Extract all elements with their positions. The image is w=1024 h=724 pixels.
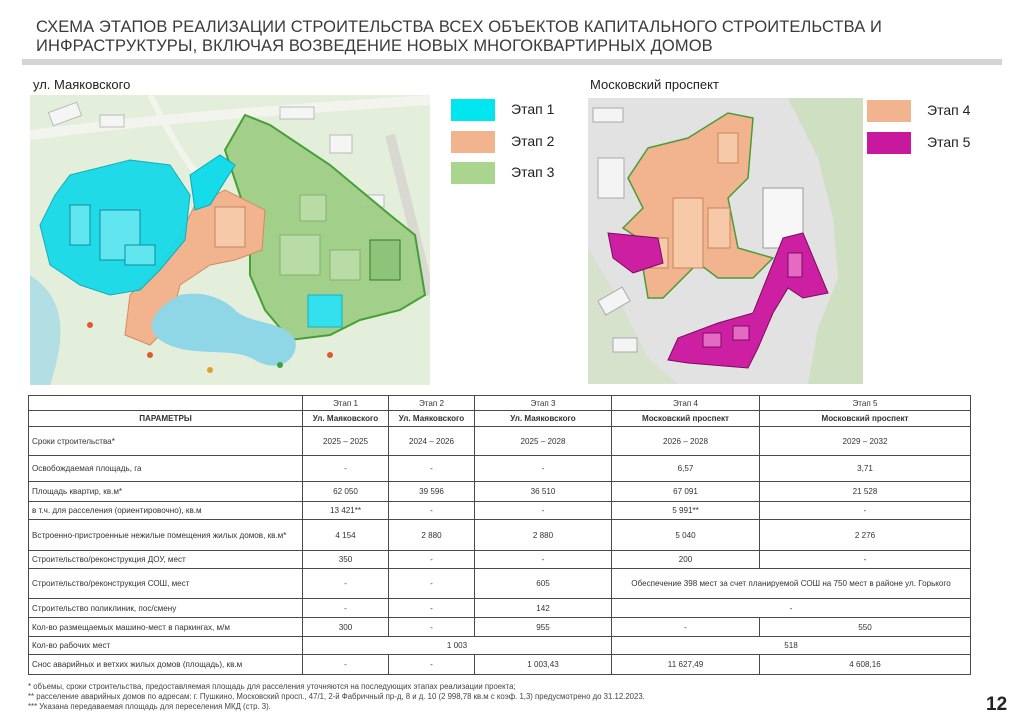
map-mayakovskogo-image [30, 95, 430, 385]
map-moskovsky [588, 98, 863, 384]
table-cell: - [612, 618, 760, 637]
title-line-2: ИНФРАСТРУКТУРЫ, ВКЛЮЧАЯ ВОЗВЕДЕНИЕ НОВЫХ МНОГОКВАРТИРНЫХ ДОМОВ [36, 37, 713, 55]
table-cell: 550 [760, 618, 971, 637]
stage-header: Этап 2 [389, 396, 475, 411]
location-header: Московский проспект [760, 411, 971, 427]
table-cell: 200 [612, 551, 760, 569]
stage-2-swatch [451, 131, 495, 153]
table-cell: - [303, 456, 389, 482]
param-name: Встроенно-пристроенные нежилые помещения жилых домов, кв.м* [29, 520, 303, 551]
table-cell: - [475, 551, 612, 569]
table-row [29, 456, 971, 482]
table-row [29, 427, 971, 456]
table-cell: 955 [475, 618, 612, 637]
footnotes [28, 682, 948, 712]
table-cell: 11 627,49 [612, 655, 760, 675]
table-cell: - [389, 618, 475, 637]
location-header: Ул. Маяковского [475, 411, 612, 427]
stage-header: Этап 4 [612, 396, 760, 411]
table-cell: - [389, 569, 475, 599]
table-cell: - [389, 599, 475, 618]
param-name: Строительство/реконструкция ДОУ, мест [29, 551, 303, 569]
table-cell: 21 528 [760, 482, 971, 502]
title-divider [22, 59, 1002, 65]
map-moskovsky-image [588, 98, 863, 384]
table-cell: 67 091 [612, 482, 760, 502]
legend-right [867, 100, 1017, 160]
stage-header: Этап 5 [760, 396, 971, 411]
table-cell: 2026 – 2028 [612, 427, 760, 456]
parameters-table [28, 395, 971, 675]
page-title [36, 18, 976, 56]
table-cell: 13 421** [303, 502, 389, 520]
table-cell: 2029 – 2032 [760, 427, 971, 456]
table-cell: 605 [475, 569, 612, 599]
footnote: ** расселение аварийных домов по адресам: г. Пушкино, Московский просп., 47/1, 2-й Фабричный пр-д, 8 и д. 10 (2 998,78 кв.м с коэф. 1,3) предусмотрено до 31.12.2023. [28, 692, 645, 701]
table-cell: 142 [475, 599, 612, 618]
table-cell: 2025 – 2028 [475, 427, 612, 456]
table-row [29, 599, 971, 618]
table-cell: 4 608,16 [760, 655, 971, 675]
table-cell-merged: 1 003 [303, 637, 612, 655]
table-cell: 3,71 [760, 456, 971, 482]
table-cell: 300 [303, 618, 389, 637]
table-cell: - [389, 502, 475, 520]
stage-4-swatch [867, 100, 911, 122]
table-cell: - [303, 599, 389, 618]
param-name: в т.ч. для расселения (ориентировочно), кв.м [29, 502, 303, 520]
legend-item-stage-5 [867, 132, 1024, 158]
table-cell: - [760, 551, 971, 569]
table-row [29, 655, 971, 675]
table-cell: - [389, 551, 475, 569]
legend-label: Этап 5 [927, 134, 971, 150]
table-cell: 62 050 [303, 482, 389, 502]
table-row [29, 551, 971, 569]
table-cell: 2024 – 2026 [389, 427, 475, 456]
table-cell: 1 003,43 [475, 655, 612, 675]
table-row [29, 569, 971, 599]
table-row [29, 637, 971, 655]
table-cell: 6,57 [612, 456, 760, 482]
param-name: Строительство/реконструкция СОШ, мест [29, 569, 303, 599]
right-map-caption: Московский проспект [590, 77, 719, 92]
param-name: Строительство поликлиник, пос/смену [29, 599, 303, 618]
table-cell: 4 154 [303, 520, 389, 551]
table-cell: 36 510 [475, 482, 612, 502]
table-cell: - [303, 655, 389, 675]
map-mayakovskogo [30, 95, 430, 385]
stage-3-swatch [451, 162, 495, 184]
table-row-locations [29, 411, 971, 427]
table-cell-merged: 518 [612, 637, 971, 655]
left-map-caption: ул. Маяковского [33, 77, 131, 92]
table-cell: 2 276 [760, 520, 971, 551]
table-cell: - [760, 502, 971, 520]
table-row [29, 618, 971, 637]
table-cell: - [389, 655, 475, 675]
table-cell: 39 596 [389, 482, 475, 502]
table-cell: - [475, 502, 612, 520]
table-cell: 2025 – 2025 [303, 427, 389, 456]
table-row [29, 520, 971, 551]
legend-label: Этап 3 [511, 164, 555, 180]
table-cell-merged: - [612, 599, 971, 618]
footnote: * объемы, сроки строительства, предоставляемая площадь для расселения уточняются на последующих этапах реализации проекта; [28, 682, 516, 691]
param-name: Освобождаемая площадь, га [29, 456, 303, 482]
table-corner-cell [29, 396, 303, 411]
legend-label: Этап 2 [511, 133, 555, 149]
footnote: *** Указана передаваемая площадь для переселения МКД (стр. 3). [28, 702, 271, 711]
stage-5-swatch [867, 132, 911, 154]
table-row [29, 502, 971, 520]
title-line-1: СХЕМА ЭТАПОВ РЕАЛИЗАЦИИ СТРОИТЕЛЬСТВА ВСЕХ ОБЪЕКТОВ КАПИТАЛЬНОГО СТРОИТЕЛЬСТВА И [36, 18, 882, 36]
table-cell-merged: Обеспечение 398 мест за счет планируемой СОШ на 750 мест в районе ул. Горького [612, 569, 971, 599]
table-cell: 2 880 [475, 520, 612, 551]
table-cell: 5 040 [612, 520, 760, 551]
stage-header: Этап 1 [303, 396, 389, 411]
table-cell: 5 991** [612, 502, 760, 520]
param-name: Снос аварийных и ветхих жилых домов (площадь), кв.м [29, 655, 303, 675]
legend-label: Этап 4 [927, 102, 971, 118]
table-cell: 350 [303, 551, 389, 569]
params-header: ПАРАМЕТРЫ [29, 411, 303, 427]
table-cell: - [475, 456, 612, 482]
stage-1-swatch [451, 99, 495, 121]
page-number: 12 [986, 694, 1008, 715]
param-name: Площадь квартир, кв.м* [29, 482, 303, 502]
location-header: Московский проспект [612, 411, 760, 427]
legend-item-stage-4 [867, 100, 1024, 126]
table-cell: - [303, 569, 389, 599]
table-cell: - [389, 456, 475, 482]
param-name: Кол-во размещаемых машино-мест в паркингах, м/м [29, 618, 303, 637]
param-name: Кол-во рабочих мест [29, 637, 303, 655]
legend-label: Этап 1 [511, 101, 555, 117]
param-name: Сроки строительства* [29, 427, 303, 456]
table-row-stages [29, 396, 971, 411]
location-header: Ул. Маяковского [389, 411, 475, 427]
table-row [29, 482, 971, 502]
table-cell: 2 880 [389, 520, 475, 551]
stage-header: Этап 3 [475, 396, 612, 411]
location-header: Ул. Маяковского [303, 411, 389, 427]
